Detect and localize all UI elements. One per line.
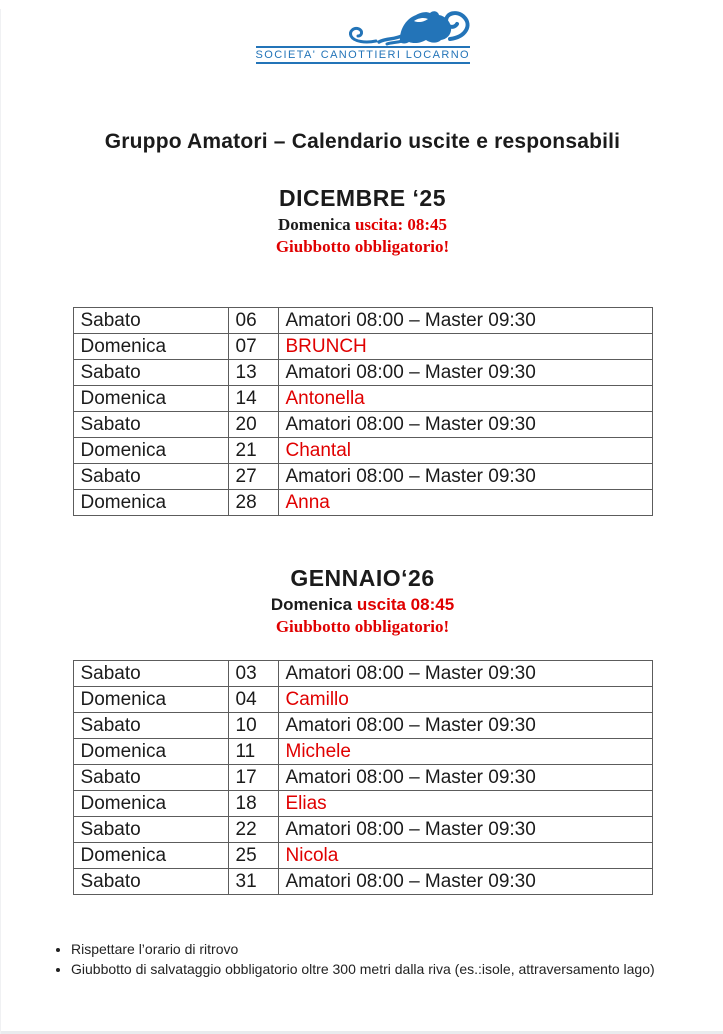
date-cell: 10: [228, 713, 278, 739]
lifejacket-warning: Giubbotto obbligatorio!: [275, 237, 450, 256]
day-cell: Sabato: [73, 464, 228, 490]
table-row: [73, 687, 652, 713]
lifejacket-warning: Giubbotto obbligatorio!: [275, 617, 450, 636]
detail-cell: Chantal: [278, 438, 652, 464]
club-name-text: SOCIETA' CANOTTIERI LOCARNO: [255, 49, 470, 61]
lion-emblem-icon: [342, 9, 474, 46]
table-row: [73, 308, 652, 334]
lion-body: [399, 11, 450, 43]
document-page: [0, 9, 723, 1034]
date-cell: 03: [228, 661, 278, 687]
day-cell: Sabato: [73, 817, 228, 843]
detail-cell: Amatori 08:00 – Master 09:30: [278, 412, 652, 438]
day-cell: Sabato: [73, 713, 228, 739]
detail-cell: Elias: [278, 791, 652, 817]
day-cell: Domenica: [73, 687, 228, 713]
detail-cell: Anna: [278, 490, 652, 516]
detail-cell: Amatori 08:00 – Master 09:30: [278, 765, 652, 791]
detail-cell: Amatori 08:00 – Master 09:30: [278, 713, 652, 739]
club-logo: [256, 9, 470, 64]
day-cell: Domenica: [73, 386, 228, 412]
day-cell: Sabato: [73, 765, 228, 791]
detail-cell: Antonella: [278, 386, 652, 412]
month-heading: GENNAIO‘26: [290, 565, 435, 591]
day-cell: Sabato: [73, 308, 228, 334]
date-cell: 14: [228, 386, 278, 412]
detail-cell: Camillo: [278, 687, 652, 713]
day-cell: Domenica: [73, 490, 228, 516]
table-row: [73, 360, 652, 386]
schedule-time: uscita: 08:45: [354, 215, 448, 234]
detail-cell: Amatori 08:00 – Master 09:30: [278, 817, 652, 843]
calendar-table-gennaio: [73, 660, 653, 895]
day-cell: Sabato: [73, 360, 228, 386]
month-section-gennaio: [1, 565, 723, 895]
date-cell: 21: [228, 438, 278, 464]
schedule-time: uscita 08:45: [356, 595, 455, 614]
schedule-day: Domenica: [277, 215, 351, 234]
note-item: • Rispettare l’orario di ritrovo: [71, 939, 723, 959]
detail-cell: Michele: [278, 739, 652, 765]
date-cell: 13: [228, 360, 278, 386]
table-row: [73, 817, 652, 843]
page-title: Gruppo Amatori – Calendario uscite e responsabili: [104, 130, 621, 153]
detail-cell: Amatori 08:00 – Master 09:30: [278, 869, 652, 895]
detail-cell: Amatori 08:00 – Master 09:30: [278, 661, 652, 687]
table-row: [73, 412, 652, 438]
date-cell: 22: [228, 817, 278, 843]
table-row: [73, 739, 652, 765]
day-cell: Domenica: [73, 791, 228, 817]
detail-cell: Amatori 08:00 – Master 09:30: [278, 360, 652, 386]
date-cell: 20: [228, 412, 278, 438]
date-cell: 25: [228, 843, 278, 869]
day-cell: Domenica: [73, 438, 228, 464]
day-cell: Domenica: [73, 334, 228, 360]
day-cell: Domenica: [73, 739, 228, 765]
date-cell: 04: [228, 687, 278, 713]
month-heading: DICEMBRE ‘25: [278, 185, 447, 211]
day-cell: Sabato: [73, 412, 228, 438]
day-cell: Domenica: [73, 843, 228, 869]
table-row: [73, 843, 652, 869]
footer-notes: [53, 939, 723, 979]
detail-cell: Amatori 08:00 – Master 09:30: [278, 464, 652, 490]
date-cell: 06: [228, 308, 278, 334]
date-cell: 17: [228, 765, 278, 791]
date-cell: 28: [228, 490, 278, 516]
schedule-day: Domenica: [270, 595, 353, 614]
logo-rule-bottom: [256, 62, 470, 64]
month-section-dicembre: [1, 185, 723, 516]
table-row: [73, 661, 652, 687]
table-row: [73, 464, 652, 490]
calendar-table-dicembre: [73, 307, 653, 516]
detail-cell: Amatori 08:00 – Master 09:30: [278, 308, 652, 334]
schedule-note: [1, 595, 723, 615]
table-row: [73, 765, 652, 791]
date-cell: 07: [228, 334, 278, 360]
detail-cell: Nicola: [278, 843, 652, 869]
schedule-note: [1, 215, 723, 235]
date-cell: 11: [228, 739, 278, 765]
date-cell: 31: [228, 869, 278, 895]
date-cell: 27: [228, 464, 278, 490]
date-cell: 18: [228, 791, 278, 817]
detail-cell: BRUNCH: [278, 334, 652, 360]
day-cell: Sabato: [73, 661, 228, 687]
note-item: • Giubbotto di salvataggio obbligatorio oltre 300 metri dalla riva (es.:isole, attraversamento lago): [71, 959, 723, 979]
table-row: [73, 869, 652, 895]
table-row: [73, 334, 652, 360]
table-row: [73, 490, 652, 516]
day-cell: Sabato: [73, 869, 228, 895]
table-row: [73, 713, 652, 739]
table-row: [73, 438, 652, 464]
table-row: [73, 791, 652, 817]
table-row: [73, 386, 652, 412]
